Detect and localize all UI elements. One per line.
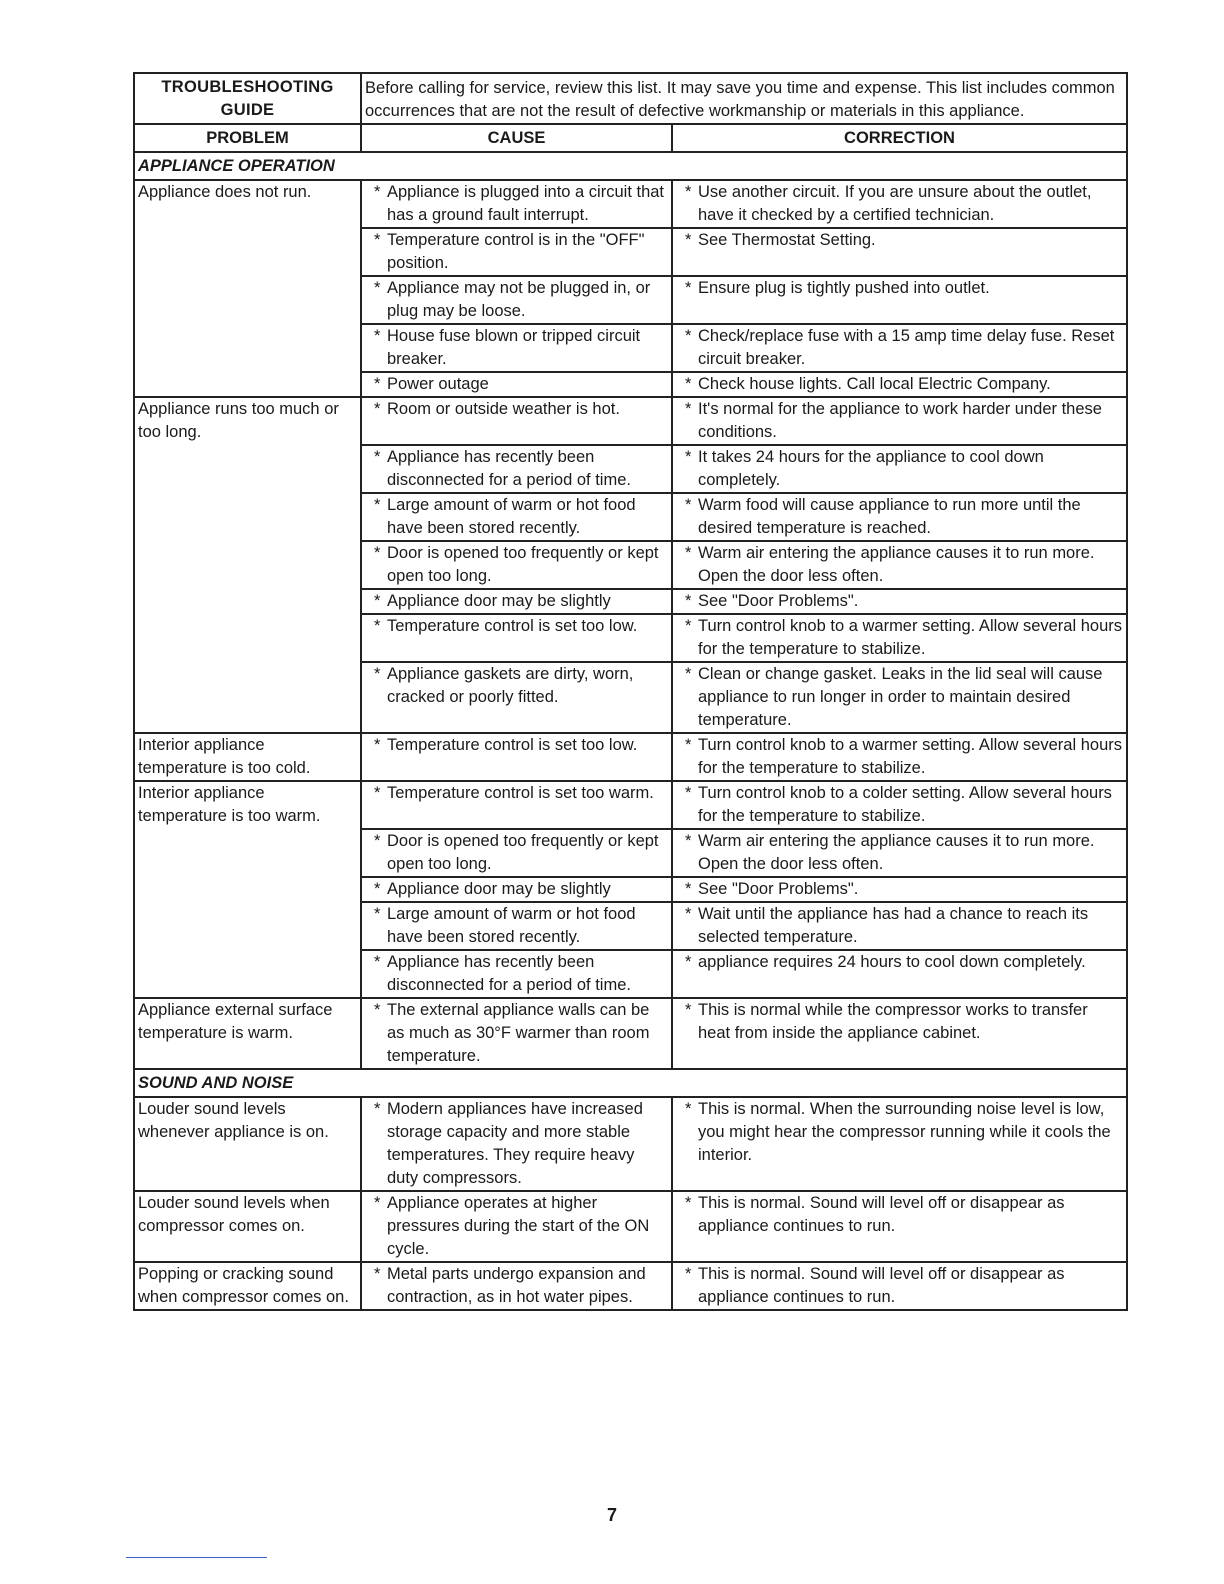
- correction-item: * Turn control knob to a colder setting. Allow several hours for the temperature to stabilize.: [685, 784, 1112, 825]
- problem-column-header: PROBLEM: [134, 124, 361, 152]
- problem-cell: Interior appliance temperature is too cold.: [134, 733, 361, 781]
- cause-cell: [361, 950, 672, 998]
- correction-cell: [672, 541, 1127, 589]
- cause-item-text: House fuse blown or tripped circuit breaker.: [387, 327, 641, 368]
- cause-item-text: Appliance operates at higher pressures during the start of the ON cycle.: [387, 1194, 650, 1258]
- cause-item: * Door is opened too frequently or kept open too long.: [374, 832, 659, 873]
- cause-cell: [361, 324, 672, 372]
- cause-item-text: Modern appliances have increased storage capacity and more stable temperatures. They require heavy duty compressors.: [387, 1100, 643, 1187]
- section-title: SOUND AND NOISE: [134, 1069, 1127, 1097]
- correction-item-text: Clean or change gasket. Leaks in the lid seal will cause appliance to run longer in order to maintain desired temperature.: [698, 665, 1103, 729]
- correction-item-text: Use another circuit. If you are unsure about the outlet, have it checked by a certified technician.: [698, 183, 1092, 224]
- correction-item: * This is normal. Sound will level off or disappear as appliance continues to run.: [685, 1194, 1065, 1235]
- correction-item: * This is normal while the compressor works to transfer heat from inside the appliance cabinet.: [685, 1001, 1088, 1042]
- cause-cell: [361, 372, 672, 397]
- cause-cell: [361, 998, 672, 1069]
- table-row: [134, 180, 1127, 228]
- cause-item: * Appliance has recently been disconnected for a period of time.: [374, 448, 631, 489]
- cause-item: * Large amount of warm or hot food have been stored recently.: [374, 905, 636, 946]
- guide-title-line2: GUIDE: [220, 100, 275, 119]
- correction-item: * Ensure plug is tightly pushed into outlet.: [685, 279, 990, 297]
- correction-column-header: CORRECTION: [672, 124, 1127, 152]
- cause-cell: [361, 733, 672, 781]
- cause-item-text: Temperature control is set too warm.: [387, 784, 654, 802]
- correction-item-text: Warm food will cause appliance to run more until the desired temperature is reached.: [698, 496, 1081, 537]
- guide-title-line1: TROUBLESHOOTING: [161, 77, 334, 96]
- cause-cell: [361, 228, 672, 276]
- cause-item-text: Room or outside weather is hot.: [387, 400, 620, 418]
- cause-item-text: Temperature control is set too low.: [387, 736, 638, 754]
- section-title: APPLIANCE OPERATION: [134, 152, 1127, 180]
- table-row: [134, 781, 1127, 829]
- cause-item-text: Temperature control is in the "OFF" position.: [387, 231, 645, 272]
- cause-cell: [361, 1262, 672, 1310]
- cause-item: * Metal parts undergo expansion and contraction, as in hot water pipes.: [374, 1265, 646, 1306]
- correction-cell: [672, 589, 1127, 614]
- correction-item-text: Turn control knob to a warmer setting. Allow several hours for the temperature to stabilize.: [698, 617, 1122, 658]
- correction-cell: [672, 1191, 1127, 1262]
- table-row: [134, 397, 1127, 445]
- correction-item: * Use another circuit. If you are unsure about the outlet, have it checked by a certified technician.: [685, 183, 1092, 224]
- correction-cell: [672, 733, 1127, 781]
- correction-item: * Check house lights. Call local Electric Company.: [685, 375, 1051, 393]
- correction-cell: [672, 950, 1127, 998]
- problem-cell: Appliance does not run.: [134, 180, 361, 397]
- correction-item-text: appliance requires 24 hours to cool down completely.: [698, 953, 1086, 971]
- column-header-row: [134, 124, 1127, 152]
- cause-item: * Temperature control is set too low.: [374, 736, 638, 754]
- correction-item: * Turn control knob to a warmer setting. Allow several hours for the temperature to stabilize.: [685, 617, 1122, 658]
- correction-item-text: This is normal. Sound will level off or disappear as appliance continues to run.: [698, 1265, 1065, 1306]
- table-row: [134, 1262, 1127, 1310]
- correction-cell: [672, 372, 1127, 397]
- correction-cell: [672, 902, 1127, 950]
- cause-item: * Room or outside weather is hot.: [374, 400, 620, 418]
- cause-cell: [361, 397, 672, 445]
- correction-item: * Check/replace fuse with a 15 amp time delay fuse. Reset circuit breaker.: [685, 327, 1115, 368]
- correction-cell: [672, 662, 1127, 733]
- table-row: [134, 998, 1127, 1069]
- correction-item-text: Ensure plug is tightly pushed into outlet.: [698, 279, 990, 297]
- cause-item: * Appliance door may be slightly: [374, 592, 611, 610]
- cause-cell: [361, 781, 672, 829]
- correction-cell: [672, 614, 1127, 662]
- cause-item: * Temperature control is set too low.: [374, 617, 638, 635]
- correction-item-text: See "Door Problems".: [698, 880, 859, 898]
- cause-item-text: Door is opened too frequently or kept open too long.: [387, 544, 659, 585]
- header-row: [134, 73, 1127, 124]
- cause-cell: [361, 541, 672, 589]
- correction-cell: [672, 324, 1127, 372]
- correction-item-text: It takes 24 hours for the appliance to cool down completely.: [698, 448, 1044, 489]
- cause-cell: [361, 1097, 672, 1191]
- cause-cell: [361, 276, 672, 324]
- cause-item: * Appliance is plugged into a circuit that has a ground fault interrupt.: [374, 183, 665, 224]
- cause-item: * Temperature control is in the "OFF" position.: [374, 231, 645, 272]
- correction-item: * Warm food will cause appliance to run more until the desired temperature is reached.: [685, 496, 1081, 537]
- correction-cell: [672, 493, 1127, 541]
- cause-item-text: Appliance gaskets are dirty, worn, cracked or poorly fitted.: [387, 665, 634, 706]
- correction-cell: [672, 829, 1127, 877]
- cause-item: * Power outage: [374, 375, 489, 393]
- cause-cell: [361, 1191, 672, 1262]
- cause-item: * Appliance door may be slightly: [374, 880, 611, 898]
- problem-cell: Appliance runs too much or too long.: [134, 397, 361, 733]
- cause-cell: [361, 445, 672, 493]
- cause-item-text: Appliance may not be plugged in, or plug may be loose.: [387, 279, 651, 320]
- correction-item-text: See Thermostat Setting.: [698, 231, 876, 249]
- table-row: [134, 1097, 1127, 1191]
- cause-item-text: Large amount of warm or hot food have been stored recently.: [387, 496, 636, 537]
- correction-item-text: See "Door Problems".: [698, 592, 859, 610]
- guide-title: [134, 73, 361, 124]
- correction-cell: [672, 877, 1127, 902]
- correction-item: * Wait until the appliance has had a chance to reach its selected temperature.: [685, 905, 1089, 946]
- correction-item-text: Check house lights. Call local Electric Company.: [698, 375, 1051, 393]
- cause-item-text: Appliance has recently been disconnected for a period of time.: [387, 953, 631, 994]
- cause-cell: [361, 877, 672, 902]
- correction-cell: [672, 1262, 1127, 1310]
- problem-cell: Louder sound levels whenever appliance is on.: [134, 1097, 361, 1191]
- correction-cell: [672, 445, 1127, 493]
- correction-item-text: Warm air entering the appliance causes it to run more. Open the door less often.: [698, 544, 1095, 585]
- correction-cell: [672, 397, 1127, 445]
- cause-item: * Appliance operates at higher pressures during the start of the ON cycle.: [374, 1194, 650, 1258]
- correction-item: * See Thermostat Setting.: [685, 231, 876, 249]
- correction-item: * Warm air entering the appliance causes it to run more. Open the door less often.: [685, 832, 1095, 873]
- correction-item-text: This is normal. When the surrounding noise level is low, you might hear the compressor running while it cools the interior.: [698, 1100, 1111, 1164]
- cause-cell: [361, 829, 672, 877]
- correction-item: * Turn control knob to a warmer setting. Allow several hours for the temperature to stabilize.: [685, 736, 1122, 777]
- correction-item-text: Warm air entering the appliance causes it to run more. Open the door less often.: [698, 832, 1095, 873]
- correction-item: * It's normal for the appliance to work harder under these conditions.: [685, 400, 1102, 441]
- problem-cell: Interior appliance temperature is too warm.: [134, 781, 361, 998]
- correction-item: * appliance requires 24 hours to cool down completely.: [685, 953, 1086, 971]
- cause-cell: [361, 493, 672, 541]
- cause-item-text: Appliance has recently been disconnected for a period of time.: [387, 448, 631, 489]
- page-number: 7: [606, 1505, 617, 1525]
- correction-item: * This is normal. When the surrounding noise level is low, you might hear the compressor running while it cools the interior.: [685, 1100, 1111, 1164]
- cause-cell: [361, 589, 672, 614]
- cause-item-text: The external appliance walls can be as much as 30°F warmer than room temperature.: [387, 1001, 650, 1065]
- troubleshooting-table: [133, 72, 1128, 1311]
- cause-item-text: Door is opened too frequently or kept open too long.: [387, 832, 659, 873]
- problem-cell: Popping or cracking sound when compressor comes on.: [134, 1262, 361, 1310]
- correction-item: * See "Door Problems".: [685, 880, 859, 898]
- correction-cell: [672, 180, 1127, 228]
- correction-cell: [672, 781, 1127, 829]
- cause-item: * Appliance may not be plugged in, or plug may be loose.: [374, 279, 651, 320]
- cause-item-text: Power outage: [387, 375, 489, 393]
- cause-item-text: Temperature control is set too low.: [387, 617, 638, 635]
- table-row: [134, 1191, 1127, 1262]
- correction-item: * This is normal. Sound will level off or disappear as appliance continues to run.: [685, 1265, 1065, 1306]
- cause-item: * Temperature control is set too warm.: [374, 784, 654, 802]
- cause-cell: [361, 662, 672, 733]
- cause-item: * Door is opened too frequently or kept open too long.: [374, 544, 659, 585]
- section-header-row: [134, 1069, 1127, 1097]
- cause-item-text: Large amount of warm or hot food have been stored recently.: [387, 905, 636, 946]
- correction-cell: [672, 998, 1127, 1069]
- cause-column-header: CAUSE: [361, 124, 672, 152]
- cause-item-text: Appliance is plugged into a circuit that has a ground fault interrupt.: [387, 183, 665, 224]
- cause-item-text: Appliance door may be slightly: [387, 880, 611, 898]
- cause-item: * The external appliance walls can be as much as 30°F warmer than room temperature.: [374, 1001, 650, 1065]
- cause-cell: [361, 180, 672, 228]
- problem-cell: Louder sound levels when compressor comes on.: [134, 1191, 361, 1262]
- correction-item-text: This is normal while the compressor works to transfer heat from inside the appliance cabinet.: [698, 1001, 1088, 1042]
- correction-item: * Warm air entering the appliance causes it to run more. Open the door less often.: [685, 544, 1095, 585]
- correction-cell: [672, 276, 1127, 324]
- correction-item-text: It's normal for the appliance to work harder under these conditions.: [698, 400, 1102, 441]
- section-header-row: [134, 152, 1127, 180]
- correction-cell: [672, 1097, 1127, 1191]
- cause-item: * House fuse blown or tripped circuit breaker.: [374, 327, 641, 368]
- correction-item-text: This is normal. Sound will level off or disappear as appliance continues to run.: [698, 1194, 1065, 1235]
- footer-rule: [126, 1557, 267, 1558]
- cause-item-text: Appliance door may be slightly: [387, 592, 611, 610]
- cause-item: * Appliance has recently been disconnected for a period of time.: [374, 953, 631, 994]
- table-row: [134, 733, 1127, 781]
- cause-item: * Appliance gaskets are dirty, worn, cracked or poorly fitted.: [374, 665, 634, 706]
- cause-item: * Large amount of warm or hot food have been stored recently.: [374, 496, 636, 537]
- correction-item: * It takes 24 hours for the appliance to cool down completely.: [685, 448, 1044, 489]
- correction-item-text: Turn control knob to a colder setting. Allow several hours for the temperature to stabilize.: [698, 784, 1112, 825]
- correction-item: * See "Door Problems".: [685, 592, 859, 610]
- cause-cell: [361, 614, 672, 662]
- correction-item-text: Turn control knob to a warmer setting. Allow several hours for the temperature to stabilize.: [698, 736, 1122, 777]
- problem-cell: Appliance external surface temperature is warm.: [134, 998, 361, 1069]
- correction-item: * Clean or change gasket. Leaks in the lid seal will cause appliance to run longer in order to maintain desired temperature.: [685, 665, 1103, 729]
- guide-intro: Before calling for service, review this list. It may save you time and expense. This list includes common occurrences that are not the result of defective workmanship or materials in this appliance.: [361, 73, 1127, 124]
- correction-item-text: Wait until the appliance has had a chance to reach its selected temperature.: [698, 905, 1089, 946]
- cause-item-text: Metal parts undergo expansion and contraction, as in hot water pipes.: [387, 1265, 646, 1306]
- cause-item: * Modern appliances have increased storage capacity and more stable temperatures. They require heavy duty compressors.: [374, 1100, 643, 1187]
- cause-cell: [361, 902, 672, 950]
- correction-cell: [672, 228, 1127, 276]
- correction-item-text: Check/replace fuse with a 15 amp time delay fuse. Reset circuit breaker.: [698, 327, 1115, 368]
